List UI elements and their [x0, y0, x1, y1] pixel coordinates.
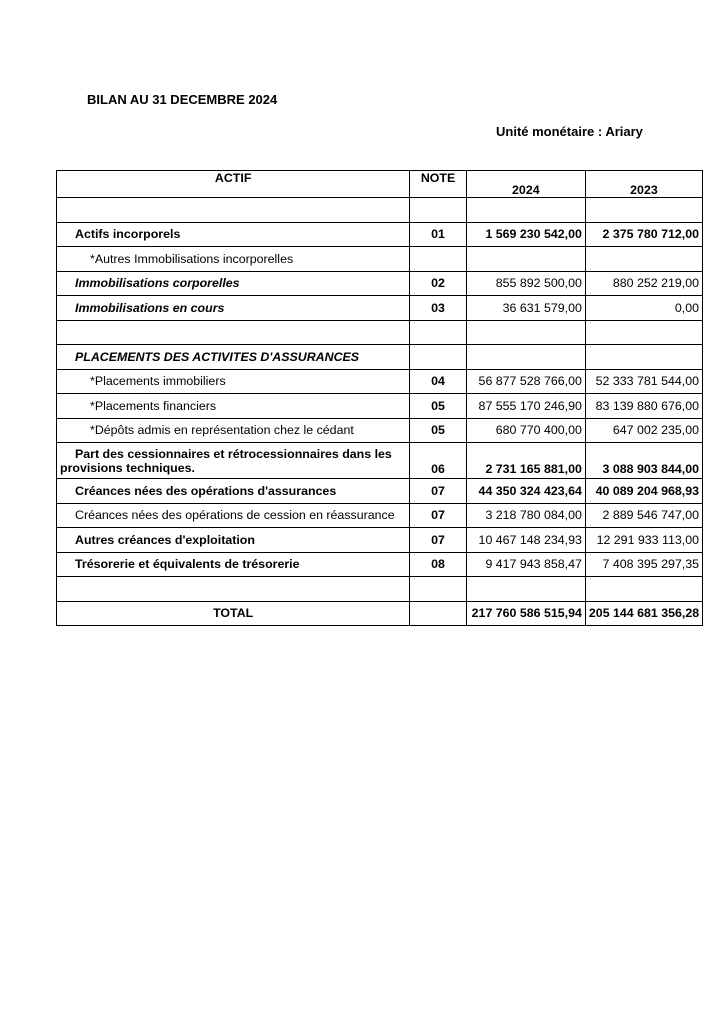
row-value-2024: 1 569 230 542,00	[466, 222, 585, 247]
row-value-2024: 56 877 528 766,00	[466, 369, 585, 394]
row-value-2023	[585, 345, 702, 370]
row-value-2023: 0,00	[585, 296, 702, 321]
row-value-2023	[585, 247, 702, 272]
column-header-note: NOTE	[410, 171, 466, 198]
balance-sheet-table	[56, 170, 703, 626]
row-value-2023: 7 408 395 297,35	[585, 552, 702, 577]
document-title: BILAN AU 31 DECEMBRE 2024	[87, 92, 278, 107]
row-value-2024: 10 467 148 234,93	[466, 528, 585, 553]
total-value-2023: 205 144 681 356,28	[585, 601, 702, 626]
row-value-2023: 12 291 933 113,00	[585, 528, 702, 553]
table-row	[57, 479, 703, 504]
row-value-2024: 855 892 500,00	[466, 271, 585, 296]
row-value-2023	[585, 320, 702, 345]
total-row	[57, 601, 703, 626]
row-note	[410, 198, 466, 223]
row-label: Créances nées des opérations de cession en réassurance	[57, 503, 410, 528]
row-value-2024: 87 555 170 246,90	[466, 394, 585, 419]
table-row	[57, 552, 703, 577]
row-value-2024	[466, 345, 585, 370]
table-row	[57, 443, 703, 479]
row-label: Actifs incorporels	[57, 222, 410, 247]
row-label	[57, 320, 410, 345]
row-note: 05	[410, 418, 466, 443]
table-row	[57, 345, 703, 370]
row-note: 04	[410, 369, 466, 394]
table-row	[57, 271, 703, 296]
table-row	[57, 222, 703, 247]
row-value-2024: 44 350 324 423,64	[466, 479, 585, 504]
row-value-2023: 647 002 235,00	[585, 418, 702, 443]
row-label: Part des cessionnaires et rétrocessionnaires dans les provisions techniques.	[57, 443, 410, 479]
currency-unit: Unité monétaire : Ariary	[496, 124, 643, 139]
row-note: 07	[410, 528, 466, 553]
row-value-2024	[466, 320, 585, 345]
row-value-2023: 52 333 781 544,00	[585, 369, 702, 394]
table-row	[57, 577, 703, 602]
table-row	[57, 418, 703, 443]
row-note: 01	[410, 222, 466, 247]
total-value-2024: 217 760 586 515,94	[466, 601, 585, 626]
total-label: TOTAL	[57, 601, 410, 626]
row-label: *Dépôts admis en représentation chez le cédant	[57, 418, 410, 443]
row-value-2023: 83 139 880 676,00	[585, 394, 702, 419]
row-label: Trésorerie et équivalents de trésorerie	[57, 552, 410, 577]
column-header-2023: 2023	[585, 171, 702, 198]
row-note: 05	[410, 394, 466, 419]
row-note	[410, 320, 466, 345]
row-note	[410, 577, 466, 602]
total-note	[410, 601, 466, 626]
row-value-2024: 680 770 400,00	[466, 418, 585, 443]
row-note: 06	[410, 443, 466, 479]
row-value-2024: 2 731 165 881,00	[466, 443, 585, 479]
row-value-2024: 36 631 579,00	[466, 296, 585, 321]
row-note: 07	[410, 479, 466, 504]
row-note: 07	[410, 503, 466, 528]
table-row	[57, 320, 703, 345]
table-header-row	[57, 171, 703, 198]
row-value-2024	[466, 247, 585, 272]
row-value-2023: 2 889 546 747,00	[585, 503, 702, 528]
row-note	[410, 247, 466, 272]
table-row	[57, 528, 703, 553]
table-row	[57, 394, 703, 419]
row-value-2023: 3 088 903 844,00	[585, 443, 702, 479]
row-label: *Placements immobiliers	[57, 369, 410, 394]
row-value-2023: 880 252 219,00	[585, 271, 702, 296]
row-label: Autres créances d'exploitation	[57, 528, 410, 553]
row-value-2024	[466, 198, 585, 223]
row-note: 08	[410, 552, 466, 577]
row-value-2023: 2 375 780 712,00	[585, 222, 702, 247]
row-label: *Autres Immobilisations incorporelles	[57, 247, 410, 272]
row-note	[410, 345, 466, 370]
row-label: Immobilisations corporelles	[57, 271, 410, 296]
row-label: *Placements financiers	[57, 394, 410, 419]
row-note: 02	[410, 271, 466, 296]
row-label: PLACEMENTS DES ACTIVITES D'ASSURANCES	[57, 345, 410, 370]
row-value-2024: 9 417 943 858,47	[466, 552, 585, 577]
row-label	[57, 577, 410, 602]
row-value-2024	[466, 577, 585, 602]
row-value-2023	[585, 198, 702, 223]
row-label	[57, 198, 410, 223]
row-value-2023: 40 089 204 968,93	[585, 479, 702, 504]
row-value-2024: 3 218 780 084,00	[466, 503, 585, 528]
table-row	[57, 369, 703, 394]
table-row	[57, 503, 703, 528]
row-label: Créances nées des opérations d'assurances	[57, 479, 410, 504]
column-header-actif: ACTIF	[57, 171, 410, 198]
row-note: 03	[410, 296, 466, 321]
column-header-2024: 2024	[466, 171, 585, 198]
table-row	[57, 296, 703, 321]
row-value-2023	[585, 577, 702, 602]
table-row	[57, 198, 703, 223]
table-row	[57, 247, 703, 272]
row-label: Immobilisations en cours	[57, 296, 410, 321]
